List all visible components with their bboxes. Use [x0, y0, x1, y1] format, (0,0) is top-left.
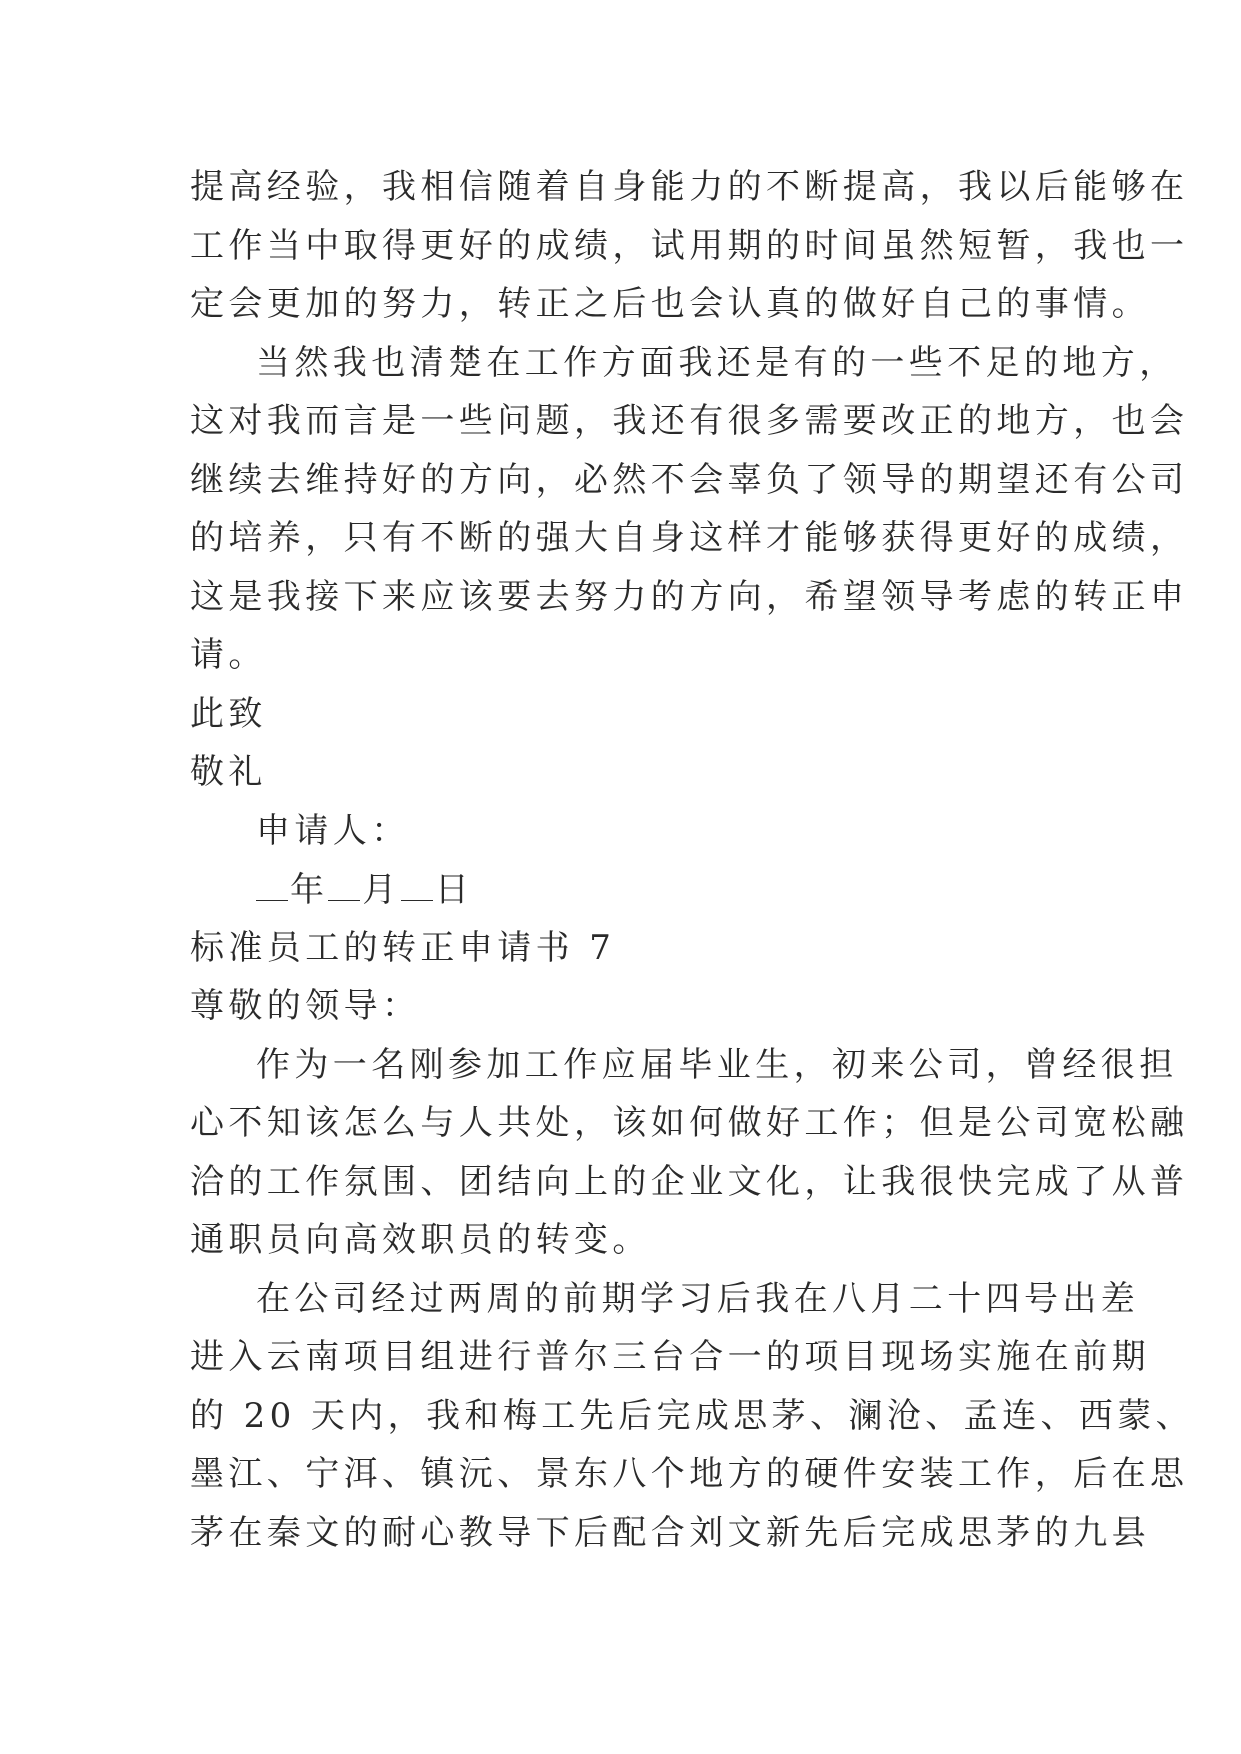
text-line: 茅在秦文的耐心教导下后配合刘文新先后完成思茅的九县	[190, 1512, 1150, 1553]
text-line: 继续去维持好的方向，必然不会辜负了领导的期望还有公司	[190, 459, 1189, 500]
text-line: 这是我接下来应该要去努力的方向，希望领导考虑的转正申	[190, 576, 1189, 617]
month-label: 月	[362, 870, 401, 910]
text-line: 进入云南项目组进行普尔三台合一的项目现场实施在前期	[190, 1337, 1150, 1377]
year-blank	[256, 860, 288, 901]
greeting: 尊敬的领导：	[190, 986, 421, 1026]
text-line: 提高经验，我相信随着自身能力的不断提高，我以后能够在	[190, 167, 1189, 207]
text-line: 这对我而言是一些问题，我还有很多需要改正的地方，也会	[190, 401, 1189, 441]
closing-regards: 敬礼	[190, 752, 267, 792]
text-line: 墨江、宁洱、镇沅、景东八个地方的硬件安装工作，后在思	[190, 1454, 1189, 1494]
paragraph-first-line: 作为一名刚参加工作应届毕业生，初来公司，曾经很担	[256, 1044, 1178, 1085]
text-line: 洽的工作氛围、团结向上的企业文化，让我很快完成了从普	[190, 1161, 1189, 1202]
day-label: 日	[434, 870, 474, 910]
date-line	[190, 860, 1056, 919]
text-line: 的 20 天内，我和梅工先后完成思茅、澜沧、孟连、西蒙、	[190, 1395, 1195, 1436]
applicant-label: 申请人：	[256, 810, 410, 851]
text-line: 的培养，只有不断的强大自身这样才能够获得更好的成绩，	[190, 518, 1189, 558]
section-title: 标准员工的转正申请书 7	[190, 927, 616, 968]
paragraph-first-line: 当然我也清楚在工作方面我还是有的一些不足的地方，	[256, 342, 1178, 383]
text-line: 工作当中取得更好的成绩，试用期的时间虽然短暂，我也一	[190, 225, 1189, 266]
month-blank	[328, 860, 360, 901]
text-line: 定会更加的努力，转正之后也会认真的做好自己的事情。	[190, 284, 1150, 324]
text-line: 请。	[190, 635, 267, 675]
document-body	[190, 158, 1195, 1562]
closing-salutation: 此致	[190, 693, 267, 734]
paragraph-first-line: 在公司经过两周的前期学习后我在八月二十四号出差	[256, 1278, 1140, 1319]
day-blank	[401, 860, 433, 901]
text-line: 心不知该怎么与人共处，该如何做好工作；但是公司宽松融	[190, 1103, 1189, 1143]
text-line: 通职员向高效职员的转变。	[190, 1220, 651, 1260]
year-label: 年	[290, 870, 329, 910]
